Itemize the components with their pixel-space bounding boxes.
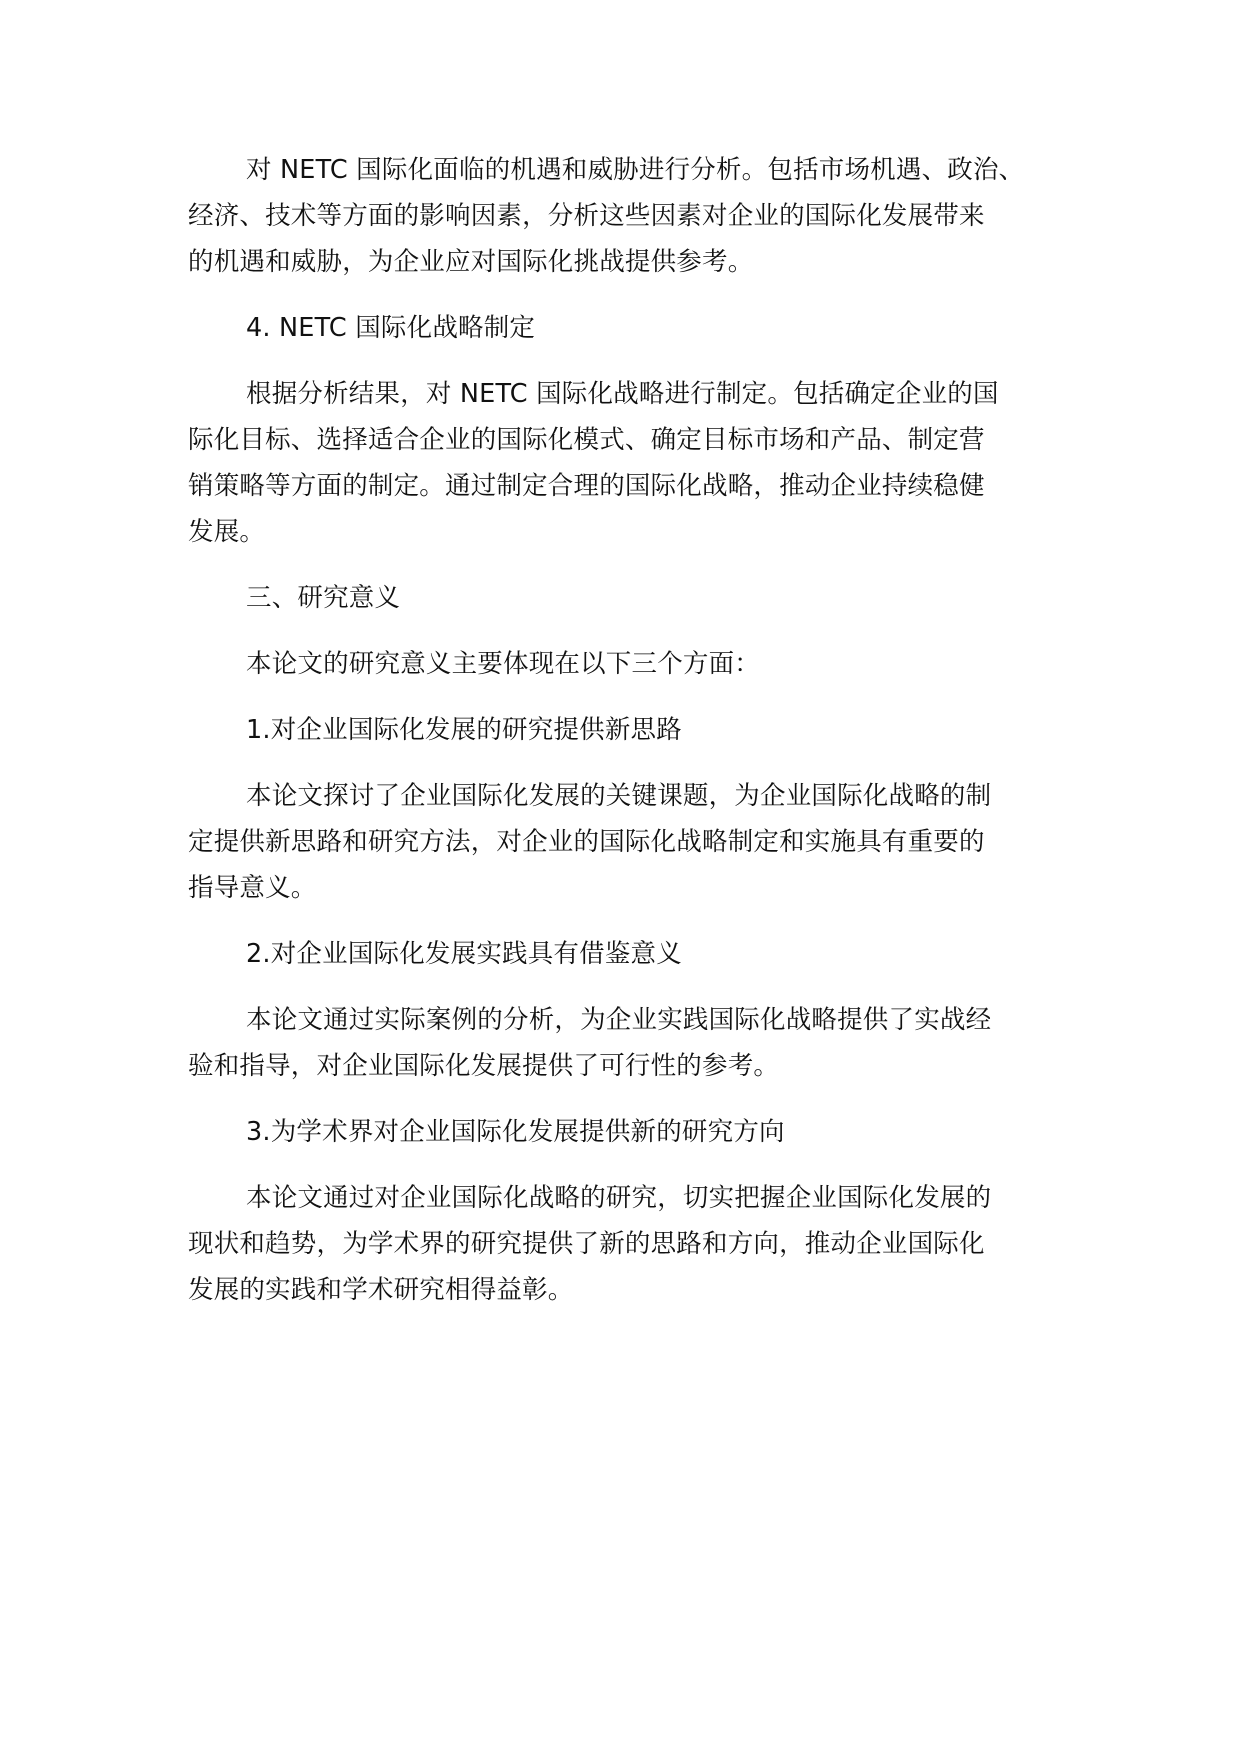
paragraph-line: 指导意义。 — [188, 873, 317, 903]
paragraph-line: 现状和趋势，为学术界的研究提供了新的思路和方向，推动企业国际化 — [188, 1229, 985, 1259]
paragraph-line: 验和指导，对企业国际化发展提供了可行性的参考。 — [188, 1051, 780, 1081]
paragraph-line: 本论文通过实际案例的分析，为企业实践国际化战略提供了实战经 — [246, 1005, 992, 1035]
paragraph-line: 的机遇和威胁，为企业应对国际化挑战提供参考。 — [188, 247, 754, 277]
paragraph-academic-direction — [188, 1175, 1068, 1313]
paragraph-line: 本论文探讨了企业国际化发展的关键课题，为企业国际化战略的制 — [246, 781, 992, 811]
paragraph-line: 发展的实践和学术研究相得益彰。 — [188, 1275, 574, 1305]
paragraph-line: 对 NETC 国际化面临的机遇和威胁进行分析。包括市场机遇、政治、 — [246, 155, 1025, 185]
paragraph-significance-intro: 本论文的研究意义主要体现在以下三个方面： — [246, 649, 761, 679]
section-heading-research-significance: 三、研究意义 — [246, 583, 401, 613]
paragraph-line: 发展。 — [188, 517, 266, 547]
paragraph-line: 经济、技术等方面的影响因素，分析这些因素对企业的国际化发展带来 — [188, 201, 985, 231]
paragraph-line: 根据分析结果，对 NETC 国际化战略进行制定。包括确定企业的国 — [246, 379, 999, 409]
paragraph-line: 际化目标、选择适合企业的国际化模式、确定目标市场和产品、制定营 — [188, 425, 985, 455]
subheading-practical-reference: 2.对企业国际化发展实践具有借鉴意义 — [246, 939, 682, 969]
document-body — [188, 147, 1068, 1333]
paragraph-line: 销策略等方面的制定。通过制定合理的国际化战略，推动企业持续稳健 — [188, 471, 985, 501]
paragraph-new-ideas — [188, 773, 1068, 911]
paragraph-practical-reference — [188, 997, 1068, 1089]
paragraph-line: 本论文通过对企业国际化战略的研究，切实把握企业国际化发展的 — [246, 1183, 992, 1213]
subheading-academic-direction: 3.为学术界对企业国际化发展提供新的研究方向 — [246, 1117, 785, 1147]
section-heading-strategy-formulation: 4. NETC 国际化战略制定 — [246, 313, 536, 343]
paragraph-strategy-formulation — [188, 371, 1068, 555]
paragraph-line: 定提供新思路和研究方法，对企业的国际化战略制定和实施具有重要的 — [188, 827, 985, 857]
subheading-new-ideas: 1.对企业国际化发展的研究提供新思路 — [246, 715, 682, 745]
paragraph-opportunities-threats — [188, 147, 1068, 285]
